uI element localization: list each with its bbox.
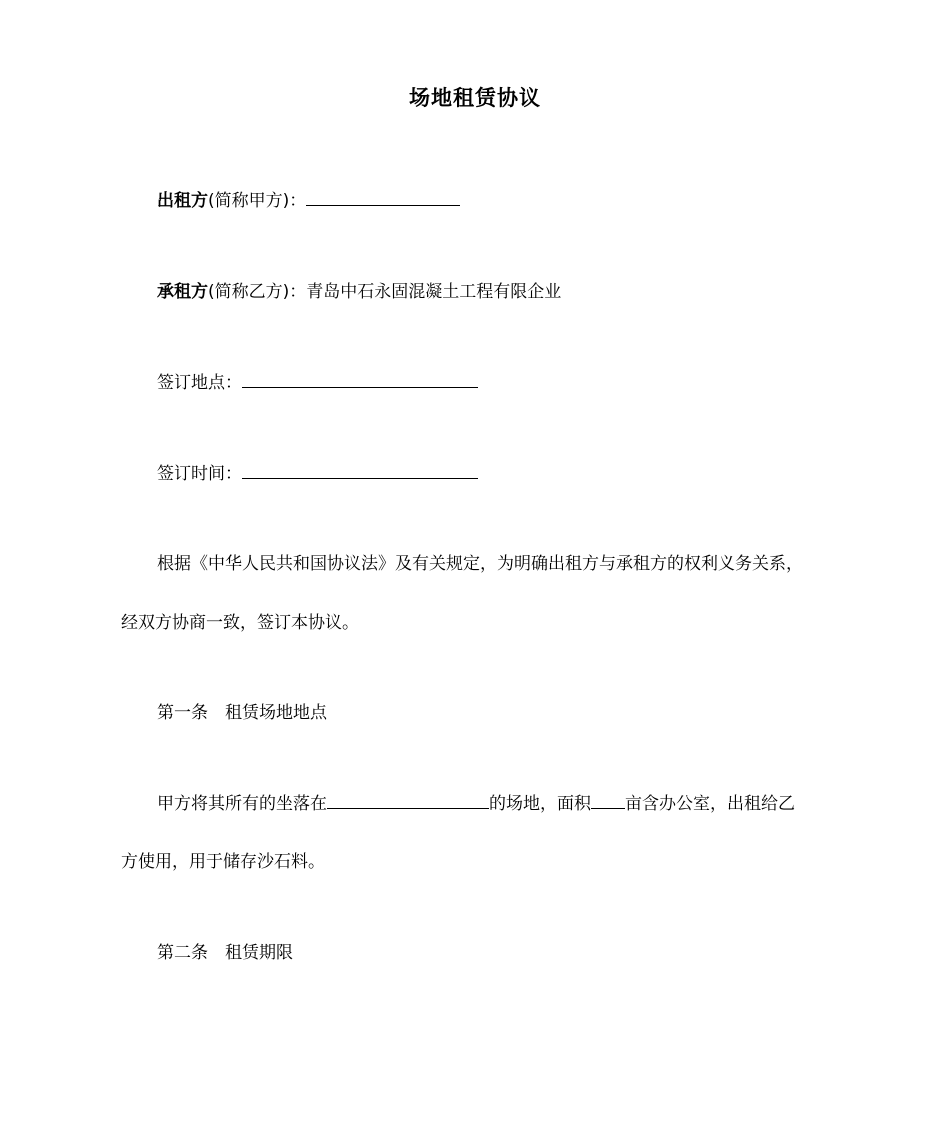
sign-time-line [157, 463, 478, 485]
sign-time-blank [242, 463, 478, 479]
article-1-heading [157, 702, 327, 724]
sign-place-blank [242, 372, 478, 388]
intro-line-2: 经双方协商一致，签订本协议。 [121, 613, 359, 633]
lessor-line [157, 190, 460, 212]
lessee-line [157, 281, 561, 303]
lessor-note: (简称甲方)： [208, 191, 307, 211]
article-1-text-line-2: 方使用，用于储存沙石料。 [121, 852, 325, 872]
article-1-title: 租赁场地地点 [225, 703, 327, 723]
article-1-text-b: 的场地，面积 [489, 794, 591, 814]
article-2-title: 租赁期限 [225, 943, 293, 963]
document-title: 场地租赁协议 [409, 86, 541, 110]
article-1-text-line-1 [157, 793, 795, 815]
location-blank [327, 793, 489, 809]
lessor-blank [306, 190, 460, 206]
article-1-text-c: 亩含办公室，出租给乙 [625, 794, 795, 814]
lessor-label: 出租方 [157, 191, 208, 211]
intro-line-1: 根据《中华人民共和国协议法》及有关规定，为明确出租方与承租方的权利义务关系， [157, 554, 803, 574]
lessee-note: (简称乙方)： [208, 282, 307, 302]
lessee-name: 青岛中石永固混凝土工程有限企业 [306, 282, 562, 302]
article-1-number: 第一条 [157, 703, 208, 723]
lessee-label: 承租方 [157, 282, 208, 302]
sign-time-label: 签订时间： [157, 464, 242, 484]
sign-place-line [157, 372, 478, 394]
sign-place-label: 签订地点： [157, 373, 242, 393]
article-1-text-a: 甲方将其所有的坐落在 [157, 794, 327, 814]
article-2-heading [157, 942, 293, 964]
article-2-number: 第二条 [157, 943, 208, 963]
area-blank [591, 793, 625, 809]
